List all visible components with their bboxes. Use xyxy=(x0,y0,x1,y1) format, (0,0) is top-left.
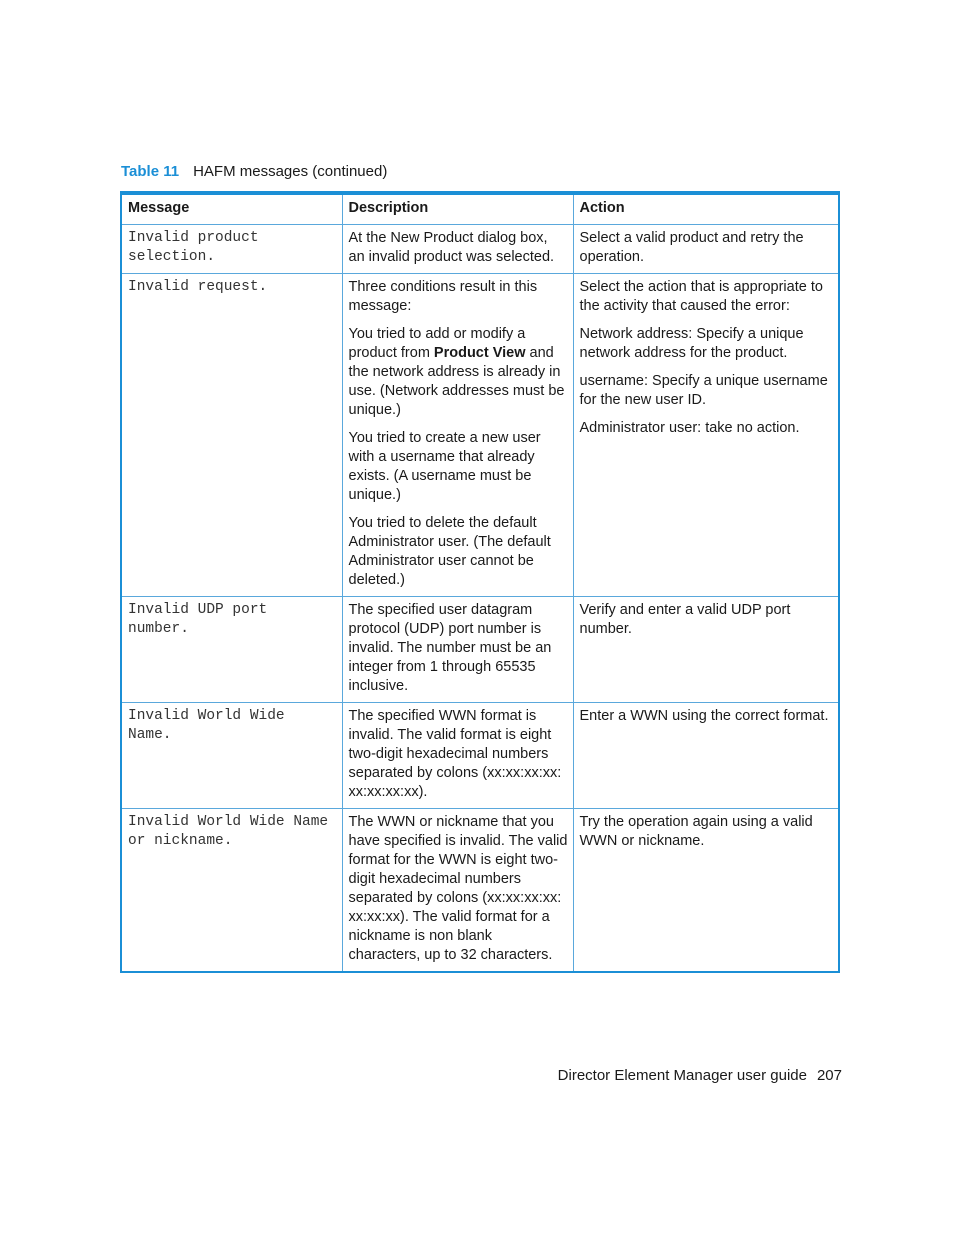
table-row xyxy=(121,274,839,597)
table-row xyxy=(121,225,839,274)
table-row xyxy=(121,809,839,973)
description-text: At the New Product dialog box, an invalid product was selected. xyxy=(348,230,555,265)
page-footer xyxy=(558,1066,842,1086)
description-text xyxy=(349,325,568,420)
table-header-row xyxy=(121,193,839,225)
action-text: Verify and enter a valid UDP port number. xyxy=(579,602,791,637)
description-text: Three conditions result in this message: xyxy=(348,279,538,314)
column-header-message: Message xyxy=(121,193,342,225)
message-cell: Invalid World Wide Name. xyxy=(121,703,342,809)
column-header-description: Description xyxy=(342,193,573,225)
description-cell xyxy=(342,274,573,597)
guide-title: Director Element Manager user guide xyxy=(557,1067,807,1084)
description-cell xyxy=(342,597,573,703)
description-cell xyxy=(342,225,573,274)
table-title: HAFM messages (continued) xyxy=(193,163,388,180)
action-text: Try the operation again using a valid WWN or nickname. xyxy=(579,814,813,849)
table-row xyxy=(121,703,839,809)
action-cell xyxy=(573,597,839,703)
action-cell xyxy=(573,274,839,597)
action-cell xyxy=(573,703,839,809)
action-text: Network address: Specify a unique network address for the product. xyxy=(579,326,804,361)
product-view-term: Product View xyxy=(433,345,526,361)
hafm-messages-table xyxy=(120,191,840,973)
description-cell xyxy=(342,703,573,809)
description-text-part: You tried to add or modify a product from xyxy=(348,326,526,361)
action-cell xyxy=(573,809,839,973)
table-caption xyxy=(121,162,387,182)
action-text: Administrator user: take no action. xyxy=(579,420,800,436)
action-text: Enter a WWN using the correct format. xyxy=(579,708,829,724)
message-cell: Invalid product selection. xyxy=(121,225,342,274)
column-header-action: Action xyxy=(573,193,839,225)
description-cell xyxy=(342,809,573,973)
action-text: Select the action that is appropriate to the activity that caused the error: xyxy=(579,279,823,314)
message-cell: Invalid request. xyxy=(121,274,342,597)
table-number: Table 11 xyxy=(121,163,180,180)
action-text: Select a valid product and retry the operation. xyxy=(579,230,804,265)
description-text: The specified WWN format is invalid. The valid format is eight two-digit hexadecimal numbers separated by colons (xx:xx:xx:xx: xx:xx:xx:xx). xyxy=(348,708,562,800)
message-cell: Invalid UDP port number. xyxy=(121,597,342,703)
description-text-part: and the network address is already in use. (Network addresses must be unique.) xyxy=(348,345,565,418)
table-row xyxy=(121,597,839,703)
message-cell: Invalid World Wide Name or nickname. xyxy=(121,809,342,973)
description-text: You tried to delete the default Administrator user. (The default Administrator user cannot be deleted.) xyxy=(348,515,551,588)
action-cell xyxy=(573,225,839,274)
page-number: 207 xyxy=(816,1067,842,1084)
description-text: The WWN or nickname that you have specified is invalid. The valid format for the WWN is eight two-digit hexadecimal numbers separated by colons (xx:xx:xx:xx: xx:xx:xx). The valid format for a nickname is non blank characters, up to 32 characters. xyxy=(348,814,568,963)
description-text: You tried to create a new user with a username that already exists. (A username must be unique.) xyxy=(348,430,541,503)
description-text: The specified user datagram protocol (UDP) port number is invalid. The number must be an integer from 1 through 65535 inclusive. xyxy=(348,602,552,694)
action-text: username: Specify a unique username for the new user ID. xyxy=(579,373,828,408)
